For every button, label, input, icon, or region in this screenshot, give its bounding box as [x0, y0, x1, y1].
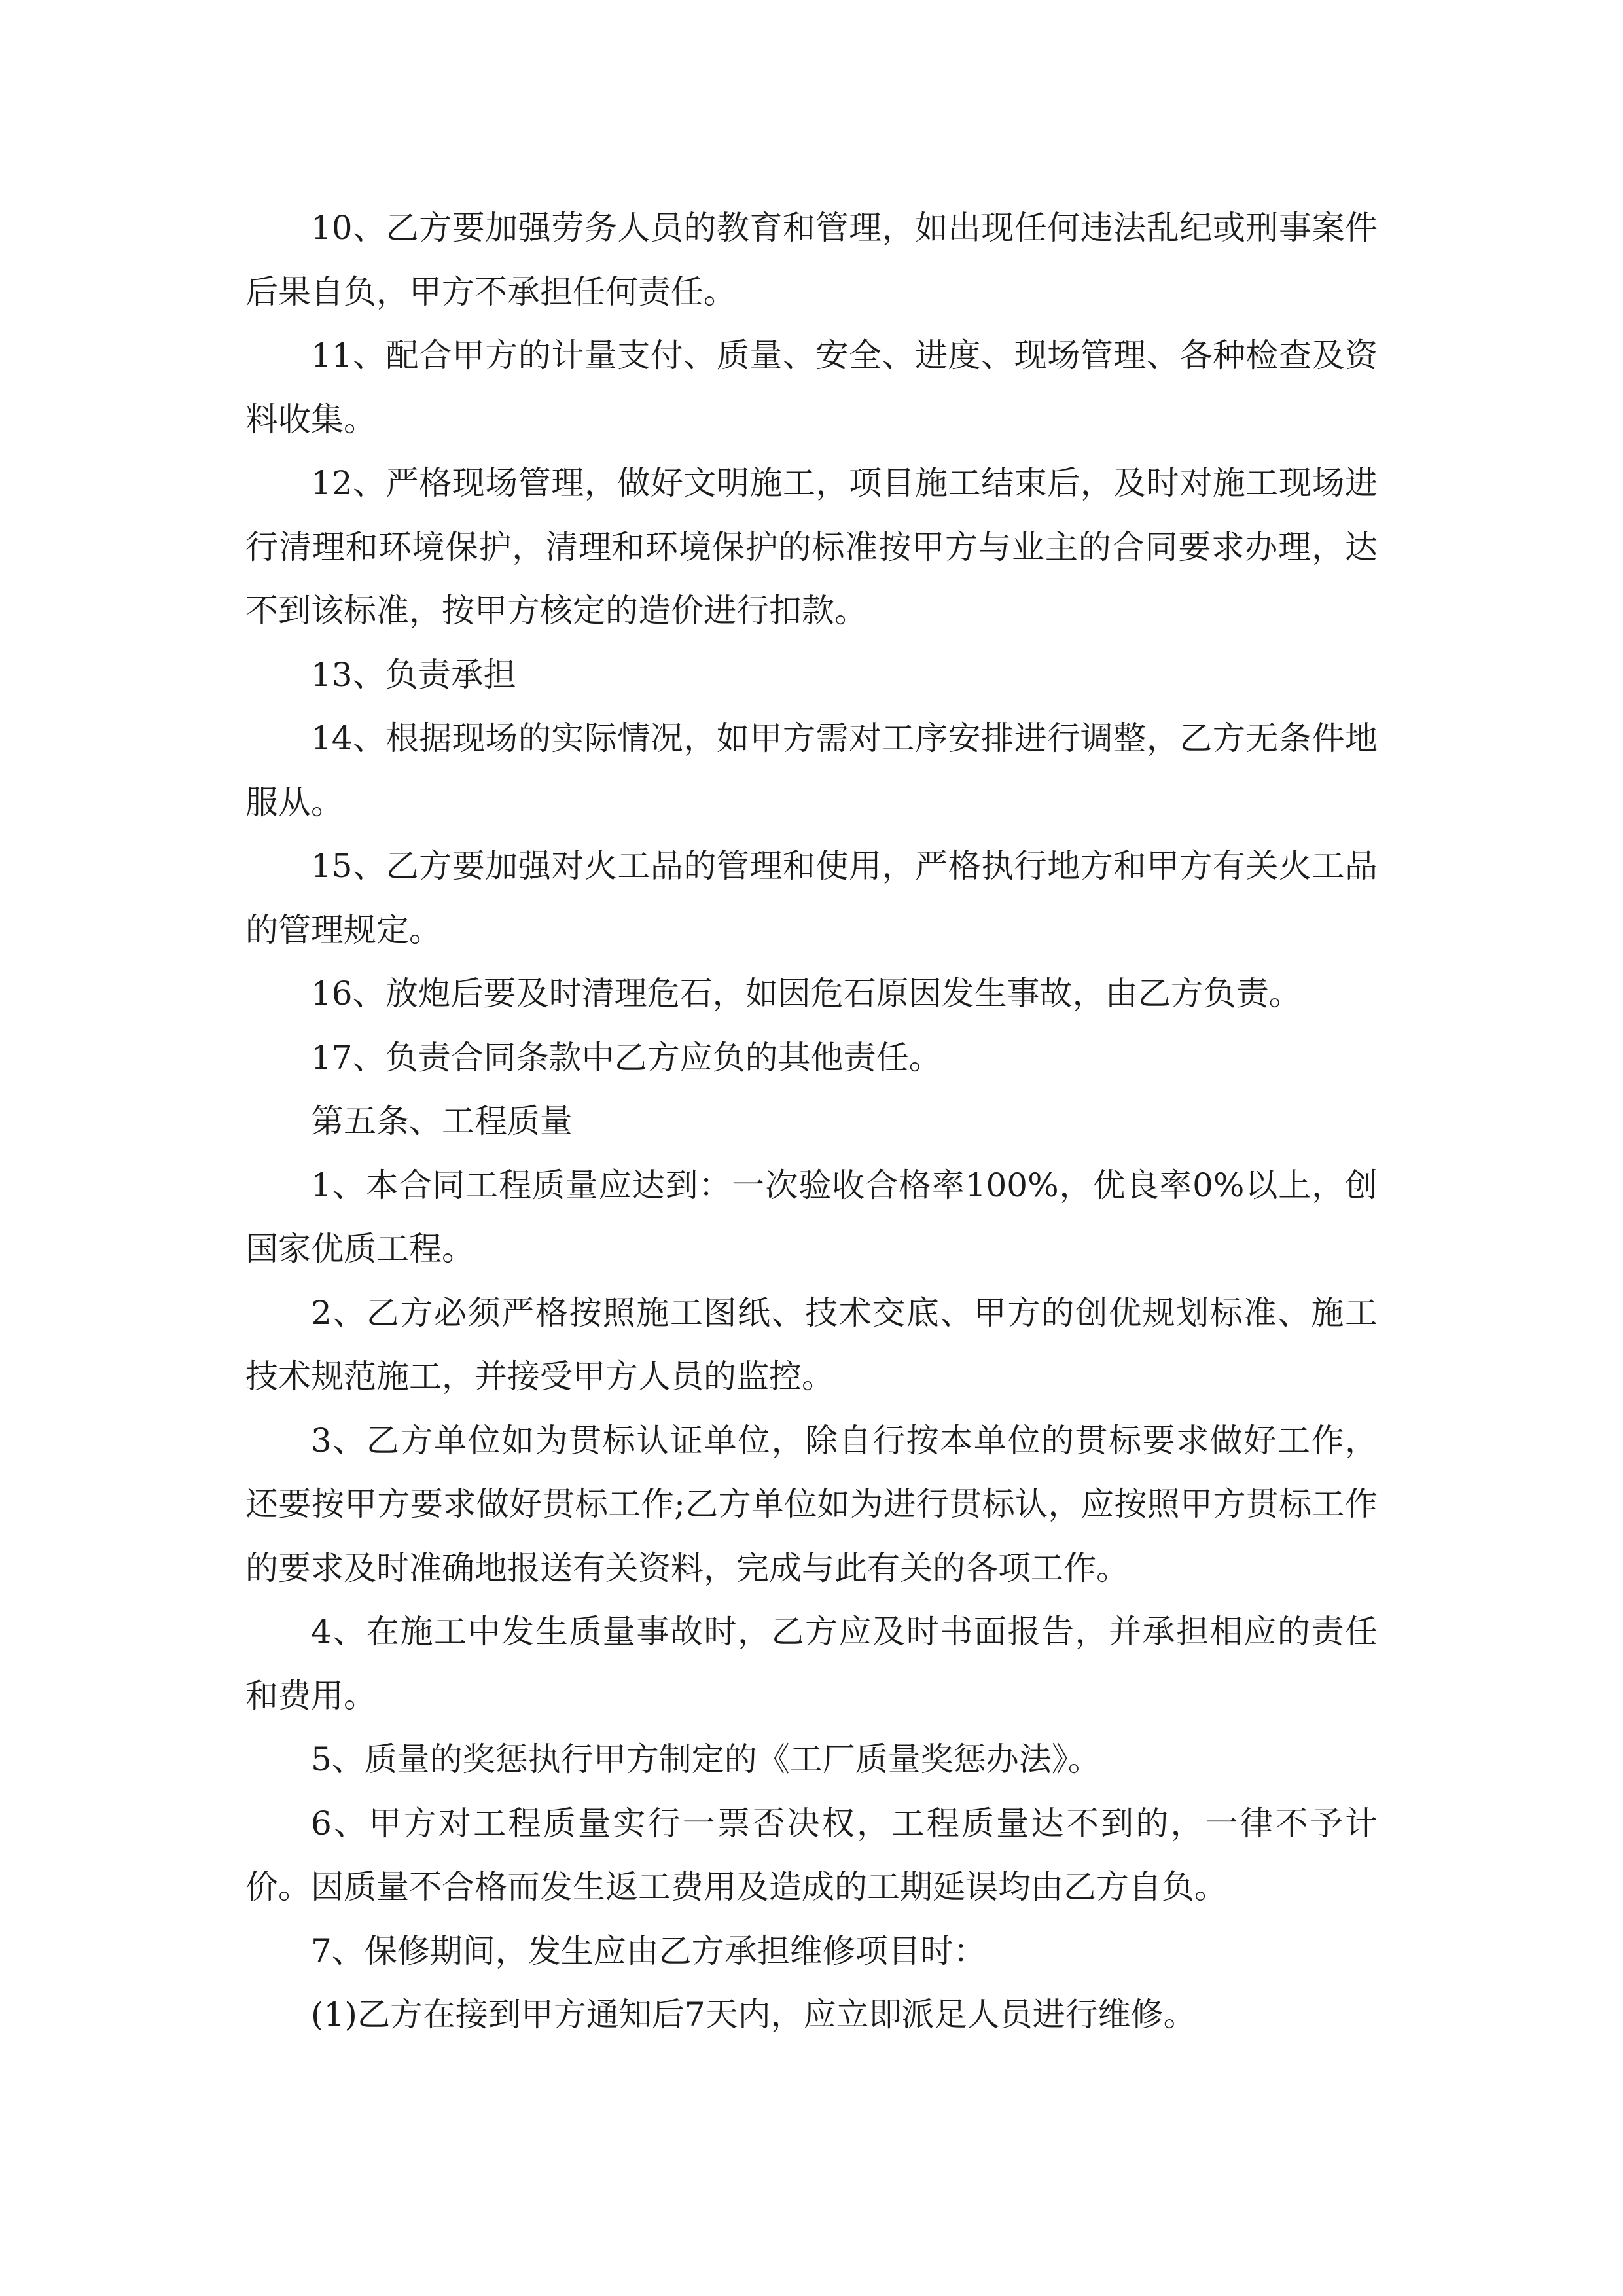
clause-12: 12、严格现场管理，做好文明施工，项目施工结束后，及时对施工现场进行清理和环境保护，清理和环境保护的标准按甲方与业主的合同要求办理，达不到该标准，按甲方核定的造价进行扣款。 — [245, 464, 1378, 630]
clause-17: 17、负责合同条款中乙方应负的其他责任。 — [311, 1038, 942, 1077]
clause-11: 11、配合甲方的计量支付、质量、安全、进度、现场管理、各种检查及资料收集。 — [245, 336, 1378, 439]
quality-clause-7: 7、保修期间，发生应由乙方承担维修项目时： — [311, 1931, 986, 1970]
quality-clause-1: 1、本合同工程质量应达到：一次验收合格率100%，优良率0%以上，创国家优质工程。 — [245, 1166, 1378, 1268]
clause-13: 13、负责承担 — [311, 655, 516, 694]
quality-clause-3: 3、乙方单位如为贯标认证单位，除自行按本单位的贯标要求做好工作，还要按甲方要求做好贯标工作;乙方单位如为进行贯标认，应按照甲方贯标工作的要求及时准确地报送有关资料，完成与此有关的各项工作。 — [245, 1421, 1378, 1587]
document-body — [245, 196, 1378, 2047]
quality-clause-2: 2、乙方必须严格按照施工图纸、技术交底、甲方的创优规划标准、施工技术规范施工，并接受甲方人员的监控。 — [245, 1293, 1378, 1395]
quality-clause-4: 4、在施工中发生质量事故时，乙方应及时书面报告，并承担相应的责任和费用。 — [245, 1613, 1378, 1715]
clause-15: 15、乙方要加强对火工品的管理和使用，严格执行地方和甲方有关火工品的管理规定。 — [245, 847, 1378, 949]
clause-16: 16、放炮后要及时清理危石，如因危石原因发生事故，由乙方负责。 — [311, 975, 1302, 1013]
section-heading-article-5: 第五条、工程质量 — [311, 1102, 573, 1140]
quality-clause-6: 6、甲方对工程质量实行一票否决权，工程质量达不到的，一律不予计价。因质量不合格而发生返工费用及造成的工期延误均由乙方自负。 — [245, 1804, 1378, 1906]
quality-clause-5: 5、质量的奖惩执行甲方制定的《工厂质量奖惩办法》。 — [311, 1740, 1101, 1778]
clause-14: 14、根据现场的实际情况，如甲方需对工序安排进行调整，乙方无条件地服从。 — [245, 719, 1378, 821]
quality-subclause-7-1: (1)乙方在接到甲方通知后7天内，应立即派足人员进行维修。 — [311, 1996, 1196, 2034]
clause-10: 10、乙方要加强劳务人员的教育和管理，如出现任何违法乱纪或刑事案件后果自负，甲方不承担任何责任。 — [245, 209, 1378, 311]
